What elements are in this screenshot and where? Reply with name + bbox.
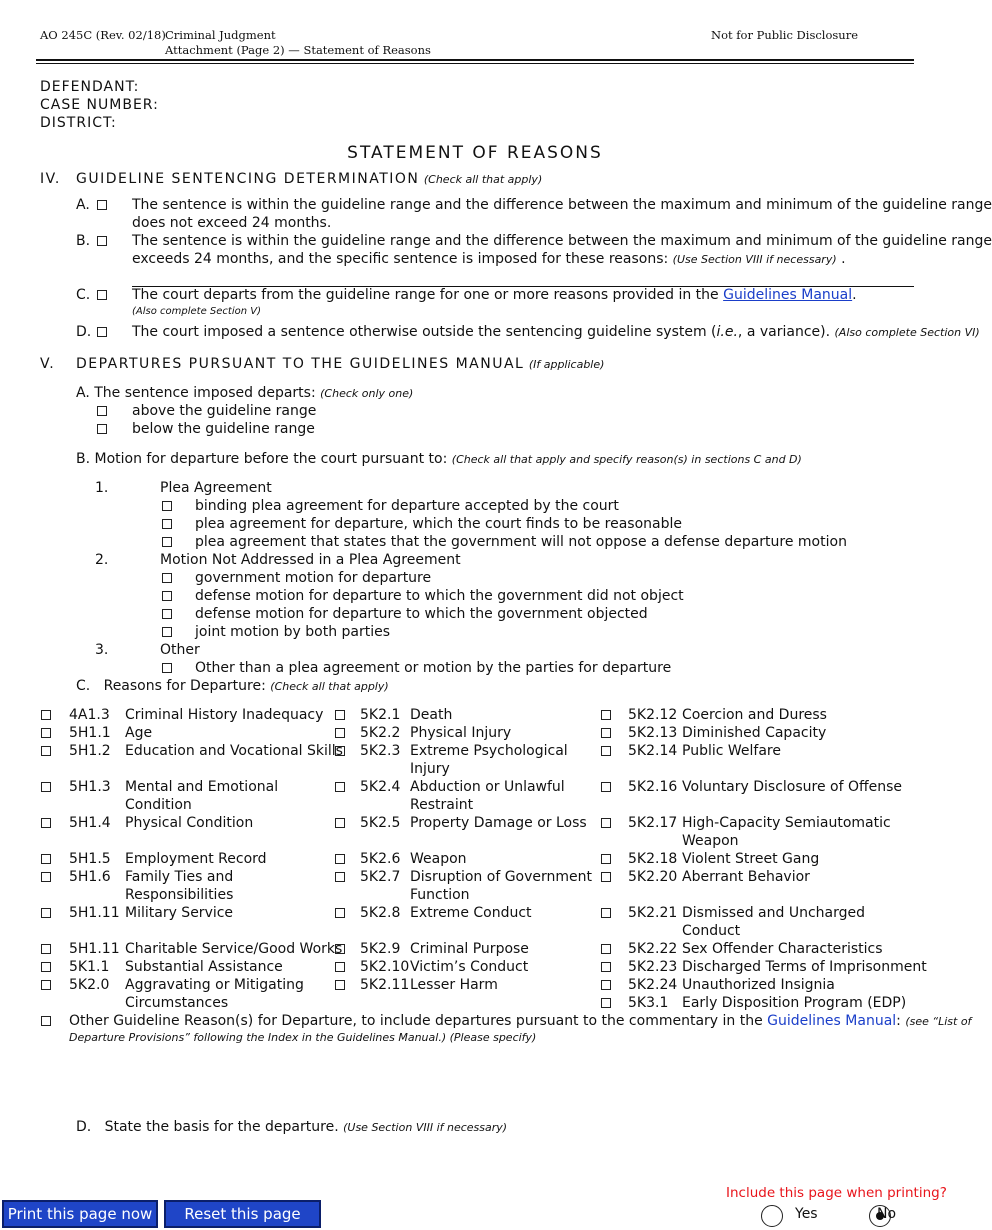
district-label: DISTRICT: <box>40 115 117 131</box>
reason-checkbox[interactable] <box>335 710 345 720</box>
other-reason-checkbox[interactable] <box>41 1016 51 1026</box>
reason-label: Criminal History Inadequacy <box>125 707 324 723</box>
header-rule-top <box>36 59 914 61</box>
iv-a-line1: The sentence is within the guideline range and the difference between the maximum and minimum of the guideline range <box>132 197 992 213</box>
iv-b-line1: The sentence is within the guideline range and the difference between the maximum and minimum of the guideline range <box>132 233 992 249</box>
guidelines-manual-link[interactable]: Guidelines Manual <box>723 287 853 303</box>
iv-c-label: C. <box>76 287 91 303</box>
reason-label: Criminal Purpose <box>410 941 529 957</box>
reason-label: Education and Vocational Skills <box>125 743 343 759</box>
reason-checkbox[interactable] <box>41 908 51 918</box>
section-iv-title: GUIDELINE SENTENCING DETERMINATION <box>76 171 420 187</box>
reason-code: 5K2.22 <box>628 941 678 957</box>
v-b1-opt2-label: plea agreement for departure, which the court finds to be reasonable <box>195 516 682 532</box>
page-title: STATEMENT OF REASONS <box>347 143 603 163</box>
other-reason-specify-field[interactable] <box>69 1050 914 1110</box>
reason-code: 5K2.0 <box>69 977 110 993</box>
v-a-note: (Check only one) <box>320 387 414 400</box>
reason-checkbox[interactable] <box>601 908 611 918</box>
v-a-label: A. <box>76 385 90 401</box>
case-number-label: CASE NUMBER: <box>40 97 159 113</box>
header-title-line1: Criminal Judgment <box>165 28 276 42</box>
v-b2-opt3-label: defense motion for departure to which the government objected <box>195 606 648 622</box>
form-id: AO 245C (Rev. 02/18) <box>40 28 166 42</box>
reason-label: Employment Record <box>125 851 267 867</box>
reason-code: 5H1.2 <box>69 743 111 759</box>
reason-label-continued: Circumstances <box>125 995 229 1011</box>
other-colon: : <box>896 1013 901 1029</box>
v-b2-opt2-checkbox[interactable] <box>162 591 172 601</box>
iv-c-note: (Also complete Section V) <box>132 306 261 317</box>
reason-label: Physical Injury <box>410 725 512 741</box>
reason-label: Charitable Service/Good Works <box>125 941 343 957</box>
header-title-line2: Attachment (Page 2) — Statement of Reasons <box>165 43 431 57</box>
reason-checkbox[interactable] <box>41 710 51 720</box>
reason-label-continued: Conduct <box>682 923 741 939</box>
v-a-below-checkbox[interactable] <box>97 424 107 434</box>
reason-label: Lesser Harm <box>410 977 498 993</box>
reason-checkbox[interactable] <box>601 710 611 720</box>
v-c-label: C. <box>76 678 91 694</box>
reason-checkbox[interactable] <box>41 854 51 864</box>
iv-c-checkbox[interactable] <box>97 290 107 300</box>
reason-checkbox[interactable] <box>41 782 51 792</box>
v-b2-opt4-label: joint motion by both parties <box>195 624 391 640</box>
reason-checkbox[interactable] <box>41 980 51 990</box>
reason-label-continued: Weapon <box>682 833 739 849</box>
reason-label: Unauthorized Insignia <box>682 977 835 993</box>
reason-checkbox[interactable] <box>601 944 611 954</box>
reason-code: 5K2.1 <box>360 707 401 723</box>
v-b-label: B. <box>76 451 91 467</box>
iv-c-text: The court departs from the guideline range for one or more reasons provided in the <box>132 287 719 303</box>
reason-code: 5K2.2 <box>360 725 401 741</box>
reason-code: 5K2.18 <box>628 851 678 867</box>
reason-checkbox[interactable] <box>335 728 345 738</box>
reason-label-continued: Injury <box>410 761 450 777</box>
v-b1-title: Plea Agreement <box>160 480 272 496</box>
reason-code: 5H1.4 <box>69 815 111 831</box>
include-yes-label: Yes <box>795 1206 818 1222</box>
reason-code: 5H1.1 <box>69 725 111 741</box>
reason-label-continued: Condition <box>125 797 192 813</box>
iv-d-label: D. <box>76 324 92 340</box>
reason-code: 5K2.10 <box>360 959 410 975</box>
v-b-note: (Check all that apply and specify reason(s) in sections C and D) <box>451 453 802 466</box>
v-b2-number: 2. <box>95 552 109 568</box>
reason-label: High-Capacity Semiautomatic <box>682 815 891 831</box>
v-b-line <box>76 451 802 467</box>
reason-checkbox[interactable] <box>601 998 611 1008</box>
iv-c-end: . <box>852 287 857 303</box>
reason-code: 4A1.3 <box>69 707 110 723</box>
reason-label: Abduction or Unlawful <box>410 779 565 795</box>
other-note-part1: (see “List of <box>905 1015 972 1028</box>
reason-code: 5H1.5 <box>69 851 111 867</box>
v-b2-opt1-checkbox[interactable] <box>162 573 172 583</box>
v-b1-opt3-label: plea agreement that states that the government will not oppose a defense departure motion <box>195 534 847 550</box>
reason-label: Death <box>410 707 453 723</box>
section-v-title: DEPARTURES PURSUANT TO THE GUIDELINES MANUAL <box>76 356 525 372</box>
reason-code: 5K3.1 <box>628 995 669 1011</box>
other-note-part2: Departure Provisions” following the Index in the Guidelines Manual.) (Please specify) <box>69 1031 537 1044</box>
v-a-above-label: above the guideline range <box>132 403 317 419</box>
section-v-note: (If applicable) <box>528 358 605 371</box>
v-a-above-checkbox[interactable] <box>97 406 107 416</box>
v-b3-number: 3. <box>95 642 109 658</box>
reason-checkbox[interactable] <box>601 854 611 864</box>
iv-d-text2: , a variance). <box>737 324 831 340</box>
reason-code: 5K2.7 <box>360 869 401 885</box>
v-b1-opt1-checkbox[interactable] <box>162 501 172 511</box>
section-iv-heading <box>76 171 542 187</box>
v-b2-opt3-checkbox[interactable] <box>162 609 172 619</box>
iv-d-checkbox[interactable] <box>97 327 107 337</box>
reason-label: Aggravating or Mitigating <box>125 977 304 993</box>
reason-checkbox[interactable] <box>601 818 611 828</box>
v-b2-title: Motion Not Addressed in a Plea Agreement <box>160 552 461 568</box>
print-page-button[interactable]: Print this page now <box>2 1200 158 1228</box>
reason-checkbox[interactable] <box>601 728 611 738</box>
reason-label: Discharged Terms of Imprisonment <box>682 959 927 975</box>
reason-code: 5K2.13 <box>628 725 678 741</box>
iv-d-ie: i.e. <box>716 324 738 340</box>
reason-code: 5K2.17 <box>628 815 678 831</box>
iv-d-line <box>132 324 980 340</box>
reason-code: 5K2.20 <box>628 869 678 885</box>
reason-label: Physical Condition <box>125 815 254 831</box>
reason-label: Disruption of Government <box>410 869 592 885</box>
header-rule-bottom <box>36 63 914 64</box>
v-b1-opt3-checkbox[interactable] <box>162 537 172 547</box>
reason-checkbox[interactable] <box>41 728 51 738</box>
departure-basis-field[interactable] <box>76 1140 914 1188</box>
reason-checkbox[interactable] <box>601 746 611 756</box>
other-guidelines-manual-link[interactable]: Guidelines Manual <box>767 1013 897 1029</box>
v-c-note: (Check all that apply) <box>270 680 389 693</box>
reason-label: Extreme Psychological <box>410 743 568 759</box>
iv-a-label: A. <box>76 197 90 213</box>
reason-checkbox[interactable] <box>41 818 51 828</box>
iv-a-line2: does not exceed 24 months. <box>132 215 332 231</box>
iv-d-text1: The court imposed a sentence otherwise outside the sentencing guideline system ( <box>132 324 717 340</box>
v-b1-opt1-label: binding plea agreement for departure accepted by the court <box>195 498 619 514</box>
reason-label: Sex Offender Characteristics <box>682 941 883 957</box>
v-b2-opt2-label: defense motion for departure to which the government did not object <box>195 588 684 604</box>
v-b3-title: Other <box>160 642 200 658</box>
v-d-note: (Use Section VIII if necessary) <box>343 1121 508 1134</box>
v-c-line <box>76 678 389 694</box>
iv-b-line2-text: exceeds 24 months, and the specific sentence is imposed for these reasons: <box>132 251 669 267</box>
reason-code: 5H1.3 <box>69 779 111 795</box>
include-no-label: No <box>877 1206 897 1222</box>
iv-b-note: (Use Section VIII if necessary) <box>672 253 837 266</box>
reason-label: Coercion and Duress <box>682 707 827 723</box>
reason-checkbox[interactable] <box>601 782 611 792</box>
iv-d-note: (Also complete Section VI) <box>834 326 980 339</box>
reason-checkbox[interactable] <box>41 746 51 756</box>
reason-code: 5K2.6 <box>360 851 401 867</box>
reason-code: 5K2.12 <box>628 707 678 723</box>
reason-label: Weapon <box>410 851 467 867</box>
v-d-text: State the basis for the departure. <box>104 1119 339 1135</box>
reason-label: Dismissed and Uncharged <box>682 905 865 921</box>
reason-code: 5H1.11 <box>69 905 120 921</box>
reason-checkbox[interactable] <box>335 854 345 864</box>
reason-checkbox[interactable] <box>335 980 345 990</box>
v-b1-number: 1. <box>95 480 109 496</box>
reset-page-button[interactable]: Reset this page <box>164 1200 321 1228</box>
iv-b-end: . <box>841 251 846 267</box>
reason-label: Property Damage or Loss <box>410 815 587 831</box>
disclosure-note: Not for Public Disclosure <box>711 28 859 42</box>
reason-label: Family Ties and <box>125 869 234 885</box>
reason-label: Voluntary Disclosure of Offense <box>682 779 903 795</box>
v-d-label: D. <box>76 1119 92 1135</box>
reason-checkbox[interactable] <box>601 980 611 990</box>
reason-checkbox[interactable] <box>601 962 611 972</box>
reason-label: Diminished Capacity <box>682 725 827 741</box>
reason-label: Extreme Conduct <box>410 905 532 921</box>
reason-checkbox[interactable] <box>41 944 51 954</box>
reason-checkbox[interactable] <box>335 962 345 972</box>
iv-b-label: B. <box>76 233 91 249</box>
reason-label: Victim’s Conduct <box>410 959 529 975</box>
reason-checkbox[interactable] <box>335 908 345 918</box>
v-b3-opt1-label: Other than a plea agreement or motion by the parties for departure <box>195 660 672 676</box>
reason-checkbox[interactable] <box>335 944 345 954</box>
iv-a-checkbox[interactable] <box>97 200 107 210</box>
reason-code: 5K2.5 <box>360 815 401 831</box>
reason-code: 5K1.1 <box>69 959 110 975</box>
reason-checkbox[interactable] <box>335 818 345 828</box>
other-reason-text: Other Guideline Reason(s) for Departure, to include departures pursuant to the commentary in the <box>69 1013 763 1029</box>
reason-code: 5K2.9 <box>360 941 401 957</box>
reason-code: 5K2.3 <box>360 743 401 759</box>
reason-checkbox[interactable] <box>335 746 345 756</box>
v-b-text: Motion for departure before the court pursuant to: <box>94 451 448 467</box>
v-b1-opt2-checkbox[interactable] <box>162 519 172 529</box>
reason-checkbox[interactable] <box>41 872 51 882</box>
reason-checkbox[interactable] <box>41 962 51 972</box>
defendant-label: DEFENDANT: <box>40 79 140 95</box>
other-reason-line1 <box>69 1013 971 1029</box>
iv-c-line <box>132 287 857 303</box>
v-a-text: The sentence imposed departs: <box>94 385 316 401</box>
iv-b-checkbox[interactable] <box>97 236 107 246</box>
reason-label-continued: Restraint <box>410 797 474 813</box>
reason-label: Age <box>125 725 153 741</box>
reason-code: 5H1.6 <box>69 869 111 885</box>
reason-label: Public Welfare <box>682 743 781 759</box>
reason-code: 5K2.24 <box>628 977 678 993</box>
reason-code: 5K2.21 <box>628 905 678 921</box>
include-yes-radio[interactable] <box>761 1205 783 1227</box>
v-b2-opt1-label: government motion for departure <box>195 570 432 586</box>
reason-checkbox[interactable] <box>335 872 345 882</box>
iv-b-line2 <box>132 251 846 267</box>
v-a-line <box>76 385 413 401</box>
reason-code: 5K2.14 <box>628 743 678 759</box>
v-d-line <box>76 1119 507 1135</box>
include-page-prompt: Include this page when printing? <box>726 1185 947 1201</box>
reason-code: 5K2.4 <box>360 779 401 795</box>
reason-label: Substantial Assistance <box>125 959 283 975</box>
reason-label: Early Disposition Program (EDP) <box>682 995 907 1011</box>
reason-code: 5H1.11 <box>69 941 120 957</box>
v-a-below-label: below the guideline range <box>132 421 315 437</box>
section-v-heading <box>76 356 604 372</box>
v-c-text: Reasons for Departure: <box>103 678 266 694</box>
reason-code: 5K2.11 <box>360 977 410 993</box>
reason-label-continued: Function <box>410 887 470 903</box>
reason-code: 5K2.8 <box>360 905 401 921</box>
section-iv-number: IV. <box>40 171 61 187</box>
reason-label: Aberrant Behavior <box>682 869 810 885</box>
reason-checkbox[interactable] <box>601 872 611 882</box>
reason-label: Military Service <box>125 905 234 921</box>
reason-checkbox[interactable] <box>335 782 345 792</box>
v-b3-opt1-checkbox[interactable] <box>162 663 172 673</box>
section-v-number: V. <box>40 356 56 372</box>
reason-label-continued: Responsibilities <box>125 887 234 903</box>
section-iv-note: (Check all that apply) <box>423 173 543 186</box>
v-b2-opt4-checkbox[interactable] <box>162 627 172 637</box>
reason-code: 5K2.16 <box>628 779 678 795</box>
reason-label: Violent Street Gang <box>682 851 820 867</box>
reason-label: Mental and Emotional <box>125 779 279 795</box>
reason-code: 5K2.23 <box>628 959 678 975</box>
